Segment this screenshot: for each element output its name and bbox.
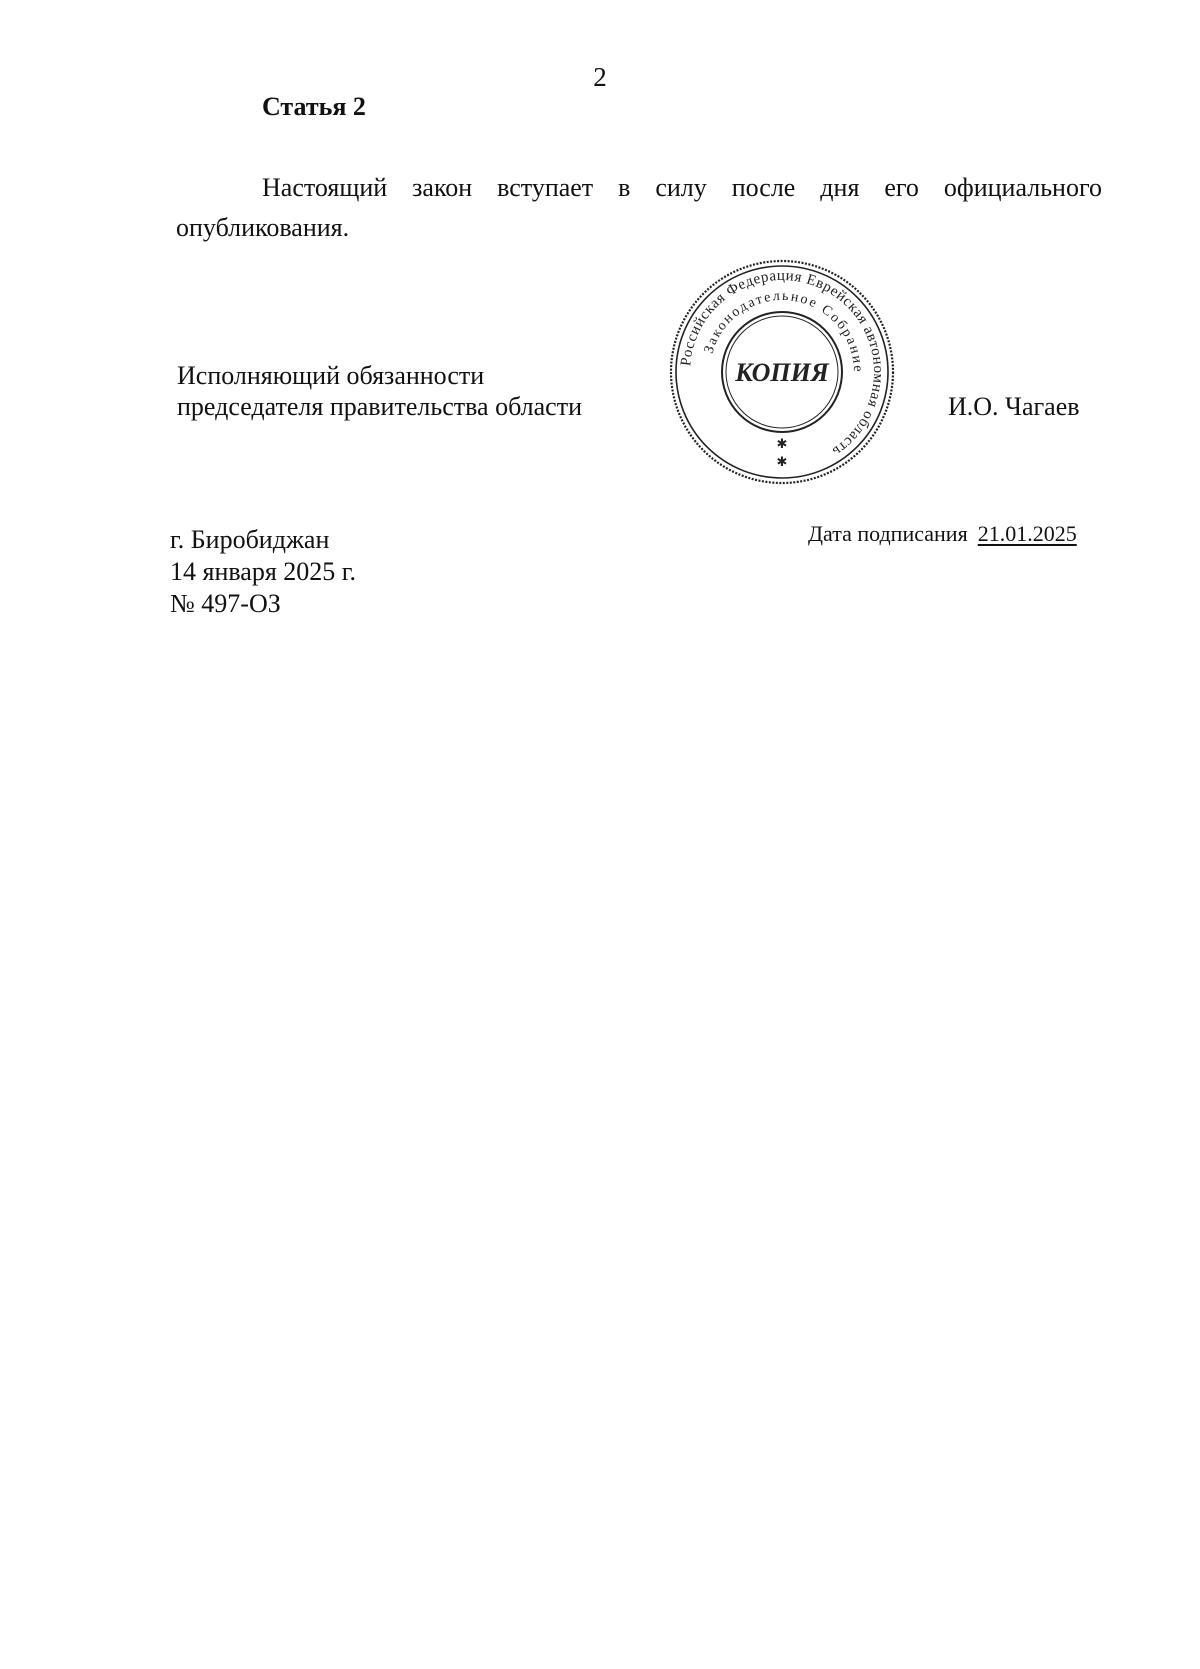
signing-date-label: Дата подписания [808,521,968,546]
svg-text:✱: ✱ [776,455,788,470]
stamp-outer-text: Российская Федерация Еврейская автономная область [678,267,887,460]
page-number: 2 [593,62,607,92]
svg-text:✱: ✱ [776,437,788,452]
signing-date-value: 21.01.2025 [977,521,1077,546]
stamp-inner-text: Законодательное Собрание [701,288,866,374]
official-stamp [668,258,896,486]
stamp-center-text: КОПИЯ [735,358,829,387]
article-paragraph: Настоящий закон вступает в силу после дня его официального опубликования. [176,173,1102,242]
law-number: № 497-ОЗ [170,589,281,618]
adoption-date: 14 января 2025 г. [170,557,357,586]
signatory-name: И.О. Чагаев [948,392,1080,421]
city: г. Биробиджан [170,525,330,554]
article-title: Статья 2 [262,92,366,121]
signatory-position [177,360,582,422]
signatory-position-line2: председателя правительства области [177,392,582,421]
signing-date [808,521,1077,547]
stamp-star-icons [777,437,788,470]
signatory-position-line1: Исполняющий обязанности [177,361,485,390]
place-date-number [170,524,356,620]
